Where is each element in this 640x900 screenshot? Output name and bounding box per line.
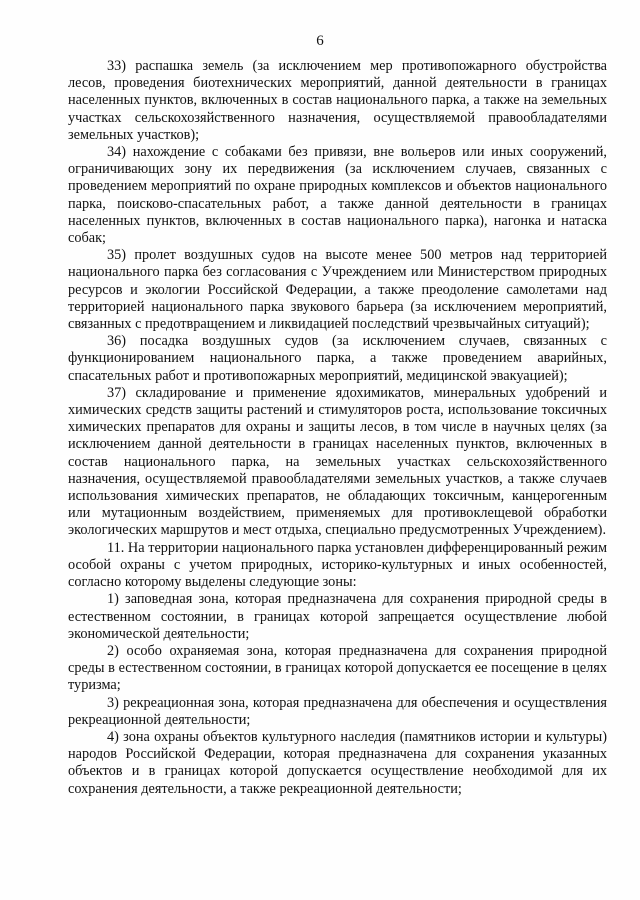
paragraph-item-36: 36) посадка воздушных судов (за исключением случаев, связанных с функционированием национального парка, а также проведением аварийных, спасательных работ и противопожарных мероприятий, медицинской эвакуацией); bbox=[68, 333, 607, 384]
paragraph-zone-4: 4) зона охраны объектов культурного наследия (памятников истории и культуры) народов Российской Федерации, которая предназначена для сохранения указанных объектов и в границах которой допускается осуществление необходимой для их сохранения деятельности, а также рекреационной деятельности; bbox=[68, 728, 607, 797]
paragraph-item-34: 34) нахождение с собаками без привязи, вне вольеров или иных сооружений, ограничивающих зону их передвижения (за исключением случаев, связанных с проведением мероприятий по охране природных комплексов и объектов национального парка, поисково-спасательных работ, а также данной деятельности в границах населенных пунктов, включенных в состав национального парка), нагонка и натаска собак; bbox=[68, 144, 607, 247]
paragraph-zone-3: 3) рекреационная зона, которая предназначена для обеспечения и осуществления рекреационной деятельности; bbox=[68, 694, 607, 728]
paragraph-item-33: 33) распашка земель (за исключением мер противопожарного обустройства лесов, проведения биотехнических мероприятий, данной деятельности в границах населенных пунктов, включенных в состав национального парка, а также на земельных участках сельскохозяйственного назначения, осуществляемой правообладателями земельных участков); bbox=[68, 58, 607, 143]
paragraph-zone-2: 2) особо охраняемая зона, которая предназначена для сохранения природной среды в естественном состоянии, в границах которой допускается ее посещение в целях туризма; bbox=[68, 642, 607, 694]
paragraph-zone-1: 1) заповедная зона, которая предназначена для сохранения природной среды в естественном состоянии, в границах которой запрещается осуществление любой экономической деятельности; bbox=[68, 591, 607, 642]
page-number: 6 bbox=[316, 33, 324, 49]
document-body bbox=[68, 58, 607, 798]
paragraph-section-11: 11. На территории национального парка установлен дифференцированный режим особой охраны с учетом природных, историко-культурных и иных особенностей, согласно которому выделены следующие зоны: bbox=[68, 539, 607, 591]
paragraph-item-35: 35) пролет воздушных судов на высоте менее 500 метров над территорией национального парка без согласования с Учреждением или Министерством природных ресурсов и экологии Российской Федерации, а также преодоление самолетами над территорией национального парка звукового барьера (за исключением мероприятий, связанных с предотвращением и ликвидацией последствий чрезвычайных ситуаций); bbox=[68, 247, 607, 333]
paragraph-item-37: 37) складирование и применение ядохимикатов, минеральных удобрений и химических средств защиты растений и стимуляторов роста, использование токсичных химических препаратов для охраны и защиты лесов, в том числе в научных целях (за исключением данной деятельности в границах населенных пунктов, включенных в состав национального парка, на земельных участках сельскохозяйственного назначения, осуществляемой правообладателями земельных участков, а также случаев использования химических препаратов, не обладающих токсичным, канцерогенным или мутационным воздействием, применяемых для противоклещевой обработки экологических маршрутов и мест отдыха, специально предусмотренных Учреждением). bbox=[68, 384, 607, 539]
